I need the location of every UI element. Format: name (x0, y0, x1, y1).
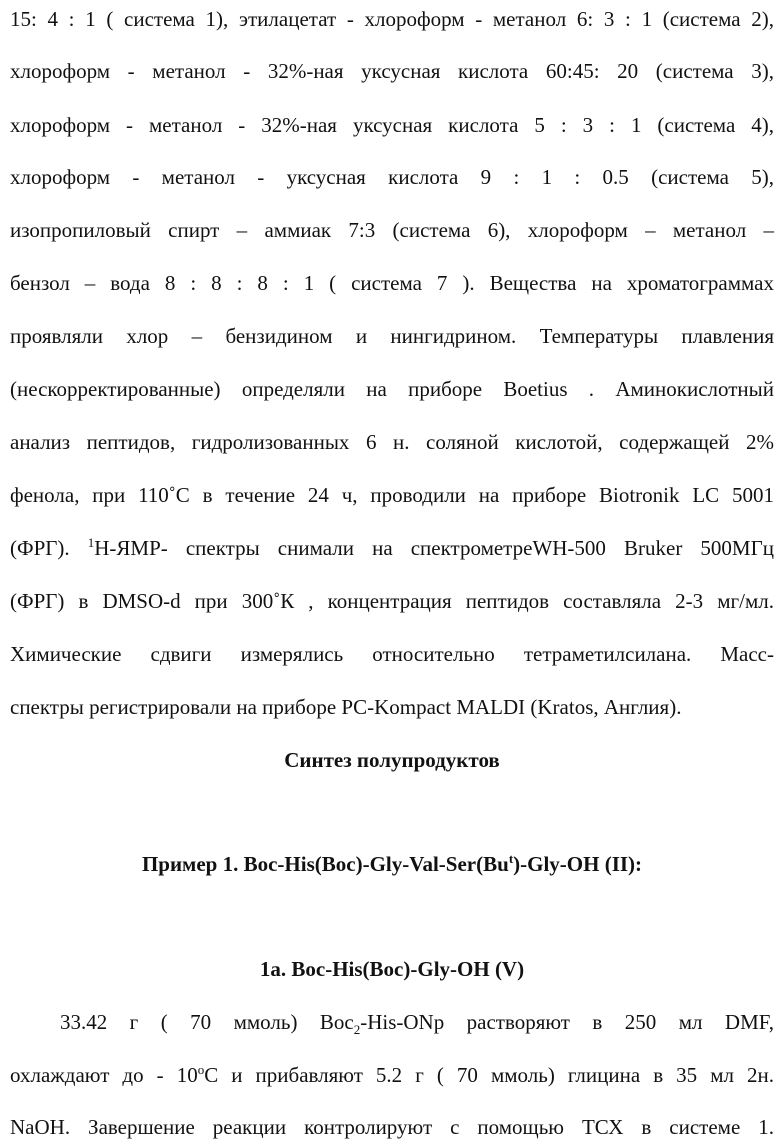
paragraph-line-3: хлороформ - метанол - 32%-ная уксусная кислота 5 : 3 : 1 (система 4), (10, 112, 774, 138)
example-1-superscript: t (509, 851, 513, 866)
paragraph-line-10: фенола, при 110˚С в течение 24 ч, проводили на приборе Biotronik LC 5001 (10, 482, 774, 508)
degree-superscript: o (198, 1062, 205, 1077)
subsection-heading-1a: 1a. Boc-His(Boc)-Gly-OH (V) (10, 956, 774, 982)
document-page (0, 0, 780, 1144)
p2-line-2-prefix: охлаждают до - 10 (10, 1063, 198, 1087)
p2-line-1-suffix: -His-ONp растворяют в 250 мл DMF, (360, 1010, 774, 1034)
paragraph-line-13: Химические сдвиги измерялись относительно тетраметилсилана. Масс- (10, 641, 774, 667)
superscript-1: 1 (88, 535, 95, 550)
paragraph-line-8: (нескорректированные) определяли на приборе Boetius . Аминокислотный (10, 376, 774, 402)
section-heading-synthesis: Синтез полупродуктов (10, 747, 774, 773)
line-11-suffix: Н-ЯМР- спектры снимали на спектрометреWH-500 Bruker 500МГц (94, 536, 774, 560)
p2-line-2-suffix: C и прибавляют 5.2 г ( 70 ммоль) глицина в 35 мл 2н. (204, 1063, 774, 1087)
paragraph2-line-3: NaOH. Завершение реакции контролируют с помощью ТСХ в системе 1. (10, 1114, 774, 1140)
p2-line-1-prefix: 33.42 г ( 70 ммоль) Boc (60, 1010, 354, 1034)
example-1-prefix: Пример 1. Boc-His(Boc)-Gly-Val-Ser(Bu (142, 852, 509, 876)
paragraph2-line-2 (10, 1062, 774, 1088)
paragraph-line-2: хлороформ - метанол - 32%-ная уксусная кислота 60:45: 20 (система 3), (10, 58, 774, 84)
subscript-2: 2 (354, 1022, 361, 1037)
paragraph-line-12: (ФРГ) в DMSO-d при 300˚К , концентрация пептидов составляла 2-3 мг/мл. (10, 588, 774, 614)
paragraph-line-7: проявляли хлор – бензидином и нингидрином. Температуры плавления (10, 323, 774, 349)
example-1-suffix: )-Gly-OH (II): (513, 852, 642, 876)
paragraph-line-5: изопропиловый спирт – аммиак 7:3 (система 6), хлороформ – метанол – (10, 217, 774, 243)
paragraph-line-6: бензол – вода 8 : 8 : 8 : 1 ( система 7 ). Вещества на хроматограммах (10, 270, 774, 296)
example-1-heading (10, 851, 774, 877)
paragraph-line-1: 15: 4 : 1 ( система 1), этилацетат - хлороформ - метанол 6: 3 : 1 (система 2), (10, 6, 774, 32)
line-11-prefix: (ФРГ). (10, 536, 88, 560)
paragraph-line-9: анализ пептидов, гидролизованных 6 н. соляной кислотой, содержащей 2% (10, 429, 774, 455)
paragraph2-line-1 (60, 1009, 774, 1035)
paragraph-line-11 (10, 535, 774, 561)
paragraph-line-14: спектры регистрировали на приборе PC-Kompact MALDI (Kratos, Англия). (10, 694, 774, 720)
paragraph-line-4: хлороформ - метанол - уксусная кислота 9 : 1 : 0.5 (система 5), (10, 164, 774, 190)
